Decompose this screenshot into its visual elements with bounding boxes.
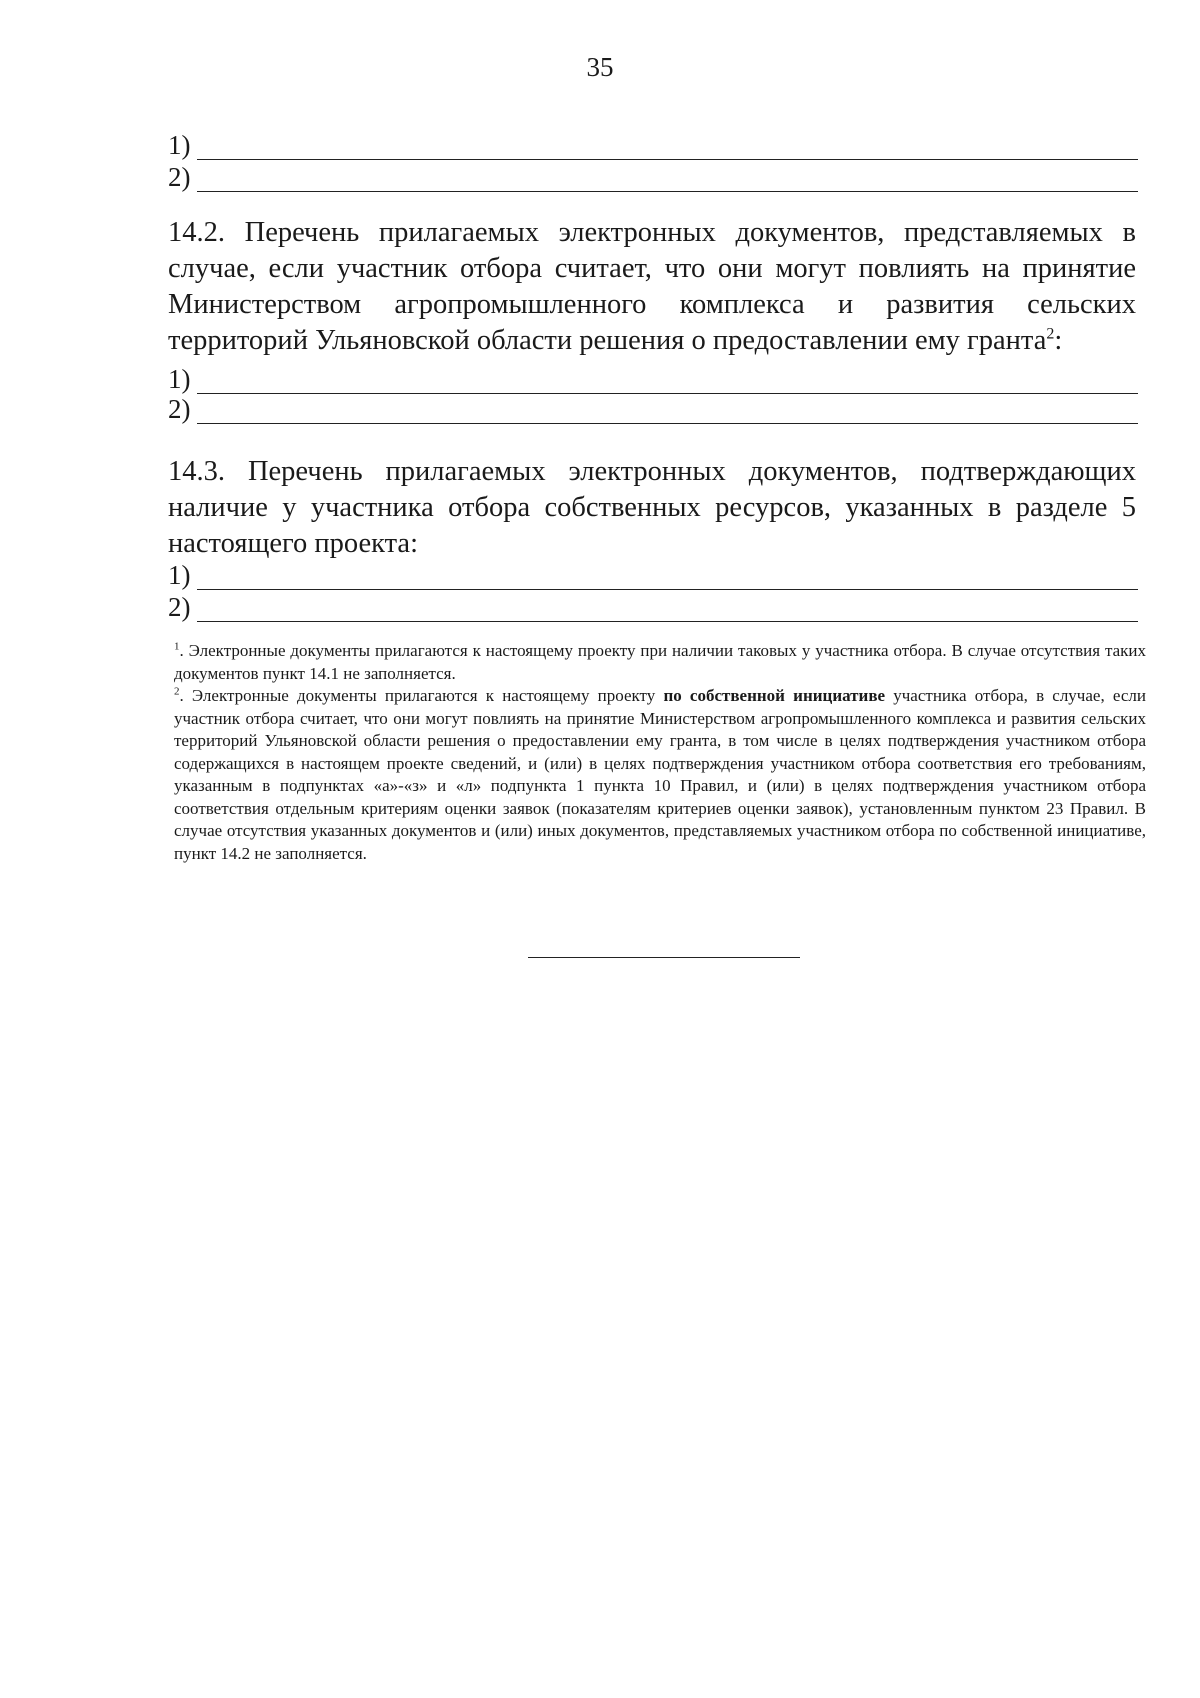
item-number: 2) bbox=[168, 592, 191, 622]
footnote-2-text-after: участника отбора, в случае, если участник отбора считает, что они могут повлиять на принятие Министерством агропромышленного комплекса и развития сельских территорий Ульяновской области решения о предоставлении ему гранта, в том числе в целях подтверждения участником отбора содержащихся в настоящем проекте сведений, и (или) в целях подтверждения участником отбора соответствия его требованиям, указанным в подпунктах «а»-«з» и «л» подпункта 1 пункта 10 Правил, и (или) в целях подтверждения участником отбора соответствия отдельным критериям оценки заявок (показателям критериев оценки заявок), установленным пунктом 23 Правил. В случае отсутствия указанных документов и (или) иных документов, представляемых участником отбора по собственной инициативе, пункт 14.2 не заполняется. bbox=[174, 686, 1146, 863]
footnotes bbox=[174, 640, 1146, 865]
fill-in-line[interactable] bbox=[197, 595, 1139, 622]
blank-line-14-3-item-2[interactable] bbox=[168, 590, 1138, 622]
item-number: 1) bbox=[168, 130, 191, 160]
footnote-1-mark: 1 bbox=[174, 640, 180, 653]
blank-line-14-1-item-2[interactable] bbox=[168, 160, 1138, 192]
fill-in-line[interactable] bbox=[197, 165, 1139, 192]
page-number: 35 bbox=[586, 52, 614, 82]
footnote-2-mark: 2 bbox=[174, 685, 180, 698]
fill-in-line[interactable] bbox=[197, 397, 1139, 424]
section-14-2-text: 14.2. Перечень прилагаемых электронных документов, представляемых в случае, если участник отбора считает, что они могут повлиять на принятие Министерством агропромышленного комплекса и развития сельских территорий Ульяновской области решения о предоставлении ему гранта bbox=[168, 217, 1136, 356]
footnote-1-text: . Электронные документы прилагаются к настоящему проекту при наличии таковых у участника отбора. В случае отсутствия таких документов пункт 14.1 не заполняется. bbox=[174, 641, 1146, 683]
section-14-3-heading bbox=[168, 454, 1136, 562]
section-14-2-heading bbox=[168, 215, 1136, 359]
section-14-2-suffix: : bbox=[1054, 325, 1063, 356]
fill-in-line[interactable] bbox=[197, 133, 1139, 160]
blank-line-14-2-item-2[interactable] bbox=[168, 392, 1138, 424]
blank-line-14-2-item-1[interactable] bbox=[168, 362, 1138, 394]
section-14-3-text: 14.3. Перечень прилагаемых электронных документов, подтверждающих наличие у участника отбора собственных ресурсов, указанных в разделе 5 настоящего проекта: bbox=[168, 456, 1136, 559]
footnote-2-text-bold: по собственной инициативе bbox=[663, 686, 886, 705]
end-divider bbox=[528, 957, 800, 958]
blank-line-14-1-item-1[interactable] bbox=[168, 128, 1138, 160]
item-number: 2) bbox=[168, 162, 191, 192]
footnote-1 bbox=[174, 640, 1146, 685]
fill-in-line[interactable] bbox=[197, 563, 1139, 590]
footnote-2 bbox=[174, 685, 1146, 865]
item-number: 1) bbox=[168, 560, 191, 590]
footnote-ref-2: 2 bbox=[1046, 325, 1055, 343]
footnote-2-text-before: . Электронные документы прилагаются к настоящему проекту bbox=[179, 686, 664, 705]
item-number: 2) bbox=[168, 394, 191, 424]
item-number: 1) bbox=[168, 364, 191, 394]
blank-line-14-3-item-1[interactable] bbox=[168, 558, 1138, 590]
fill-in-line[interactable] bbox=[197, 367, 1139, 394]
